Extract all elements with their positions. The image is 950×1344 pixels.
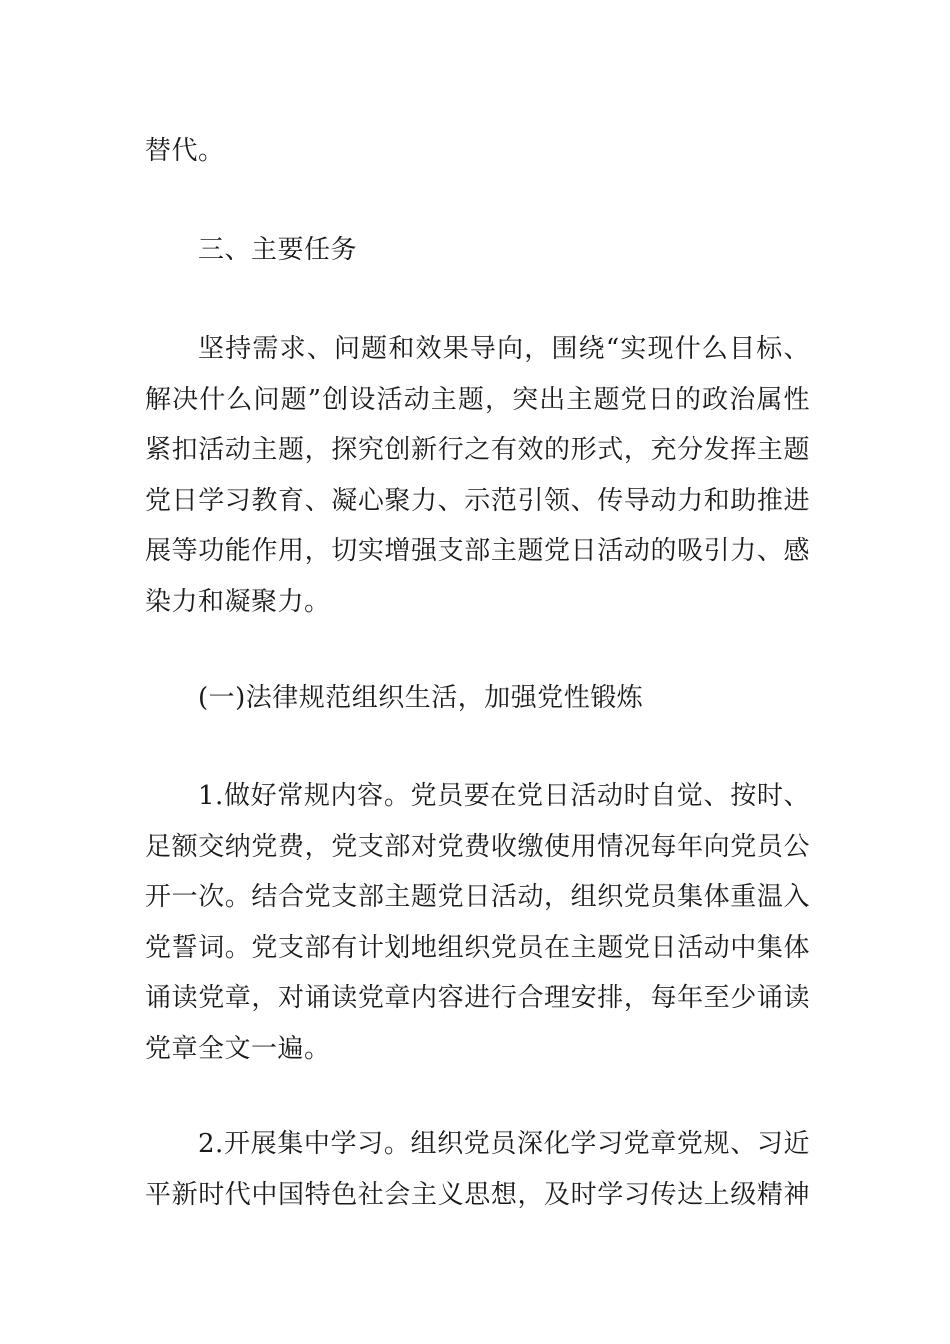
- main-paragraph: [145, 324, 810, 627]
- text-line: 解决什么问题”创设活动主题，突出主题党日的政治属性: [145, 384, 810, 415]
- text-line: 紧扣活动主题，探究创新行之有效的形式，充分发挥主题: [145, 435, 810, 465]
- text-line: 党章全文一遍。: [145, 1033, 331, 1064]
- text-line: 党誓词。党支部有计划地组织党员在主题党日活动中集体: [145, 932, 810, 963]
- list-item: [145, 771, 810, 1074]
- text-line: 足额交纳党费，党支部对党费收缴使用情况每年向党员公: [145, 831, 810, 862]
- text-line: 坚持需求、问题和效果导向，围绕“实现什么目标、: [198, 334, 810, 364]
- text-line: 染力和凝聚力。: [145, 586, 331, 617]
- heading-text: 三、主要任务: [198, 235, 358, 265]
- text-line: 诵读党章，对诵读党章内容进行合理安排，每年至少诵读: [145, 983, 810, 1013]
- text-line: 替代。: [145, 136, 225, 166]
- list-item: [145, 1119, 810, 1220]
- section-heading: [145, 225, 810, 276]
- subheading-text: (一)法律规范组织生活，加强党性锻炼: [198, 683, 644, 713]
- text-line: 开一次。结合党支部主题党日活动，组织党员集体重温入: [145, 882, 810, 912]
- text-line: 党日学习教育、凝心聚力、示范引领、传导动力和助推进: [145, 485, 810, 516]
- text-line: 平新时代中国特色社会主义思想，及时学习传达上级精神: [145, 1179, 810, 1210]
- text-line: 2.开展集中学习。组织党员深化学习党章党规、习近: [198, 1129, 810, 1159]
- text-line: 展等功能作用，切实增强支部主题党日活动的吸引力、感: [145, 536, 810, 566]
- paragraph-tail: [145, 126, 810, 177]
- text-line: 1.做好常规内容。党员要在党日活动时自觉、按时、: [198, 781, 810, 811]
- subsection-heading: [145, 673, 810, 724]
